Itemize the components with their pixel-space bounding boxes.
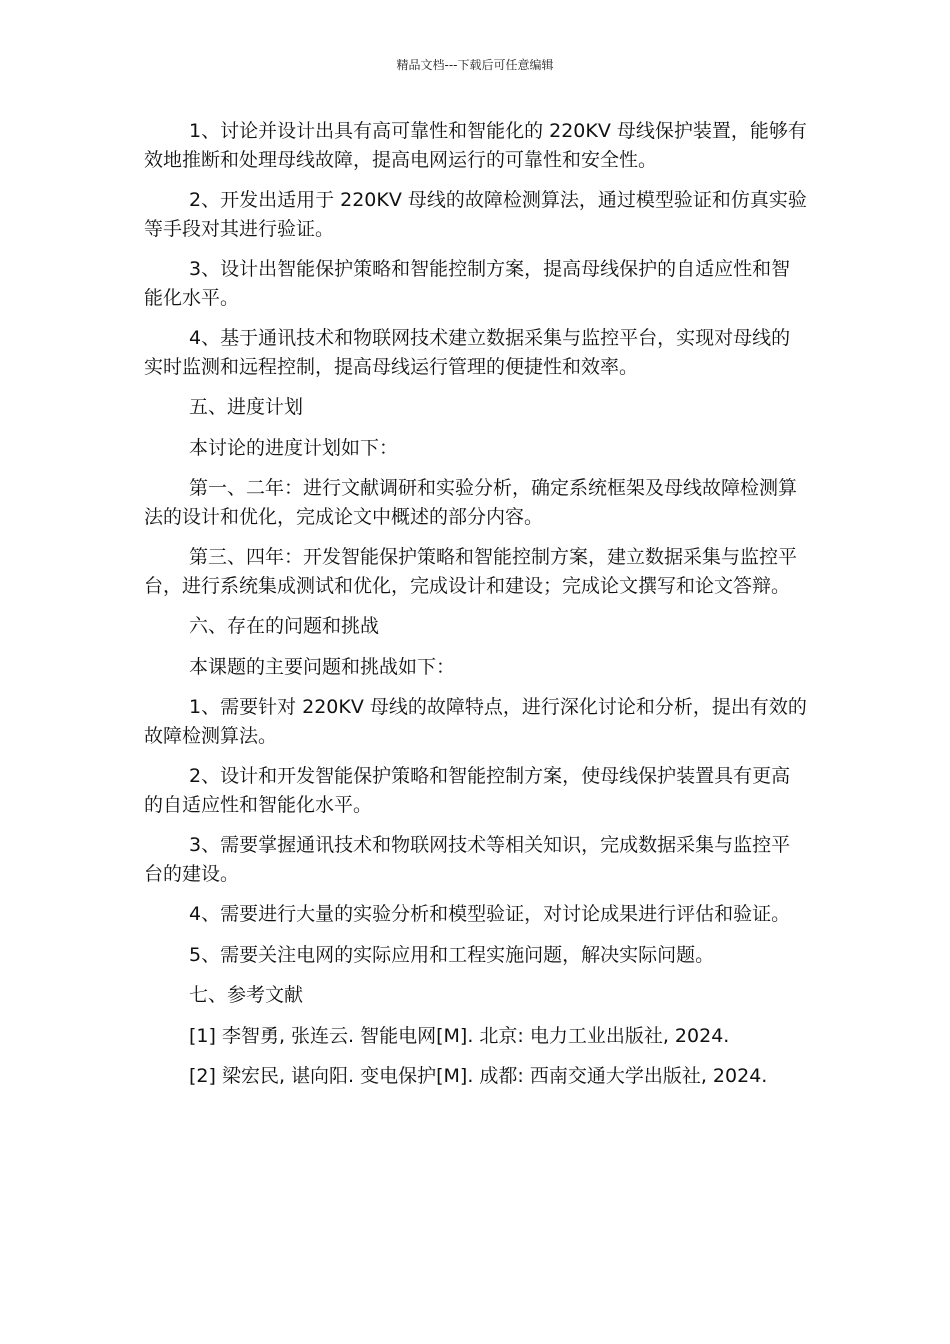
- challenges-intro: 本课题的主要问题和挑战如下：: [189, 655, 456, 678]
- challenge-item-3: 3、需要掌握通讯技术和物联网技术等相关知识，完成数据采集与监控平台的建设。: [144, 834, 791, 885]
- challenge-item-2: 2、设计和开发智能保护策略和智能控制方案，使母线保护装置具有更高的自适应性和智能化水平。: [144, 765, 791, 816]
- section-heading-references: 七、参考文献: [189, 984, 304, 1006]
- schedule-item-years-1-2: 第一、二年：进行文献调研和实验分析，确定系统框架及母线故障检测算法的设计和优化，完成论文中概述的部分内容。: [144, 477, 798, 528]
- challenge-item-1: 1、需要针对 220KV 母线的故障特点，进行深化讨论和分析，提出有效的故障检测算法。: [144, 696, 807, 747]
- page-header-watermark: 精品文档---下载后可任意编辑: [396, 58, 554, 72]
- section-heading-challenges: 六、存在的问题和挑战: [189, 615, 380, 637]
- challenge-item-4: 4、需要进行大量的实验分析和模型验证，对讨论成果进行评估和验证。: [189, 903, 791, 925]
- schedule-intro: 本讨论的进度计划如下：: [189, 436, 399, 459]
- reference-item-2: [2] 梁宏民, 谌向阳. 变电保护[M]. 成都: 西南交通大学出版社, 2024.: [189, 1065, 768, 1087]
- goal-paragraph-1: 1、讨论并设计出具有高可靠性和智能化的 220KV 母线保护装置，能够有效地推断和处理母线故障，提高电网运行的可靠性和安全性。: [144, 120, 807, 171]
- goal-paragraph-2: 2、开发出适用于 220KV 母线的故障检测算法，通过模型验证和仿真实验等手段对其进行验证。: [144, 189, 807, 240]
- goal-paragraph-4: 4、基于通讯技术和物联网技术建立数据采集与监控平台，实现对母线的实时监测和远程控制，提高母线运行管理的便捷性和效率。: [144, 327, 791, 378]
- schedule-item-years-3-4: 第三、四年：开发智能保护策略和智能控制方案，建立数据采集与监控平台，进行系统集成测试和优化，完成设计和建设；完成论文撰写和论文答辩。: [144, 546, 798, 597]
- goal-paragraph-3: 3、设计出智能保护策略和智能控制方案，提高母线保护的自适应性和智能化水平。: [144, 258, 791, 309]
- document-body: [144, 117, 809, 1103]
- section-heading-schedule: 五、进度计划: [189, 396, 304, 418]
- reference-item-1: [1] 李智勇, 张连云. 智能电网[M]. 北京: 电力工业出版社, 2024.: [189, 1024, 730, 1047]
- challenge-item-5: 5、需要关注电网的实际应用和工程实施问题，解决实际问题。: [189, 943, 715, 966]
